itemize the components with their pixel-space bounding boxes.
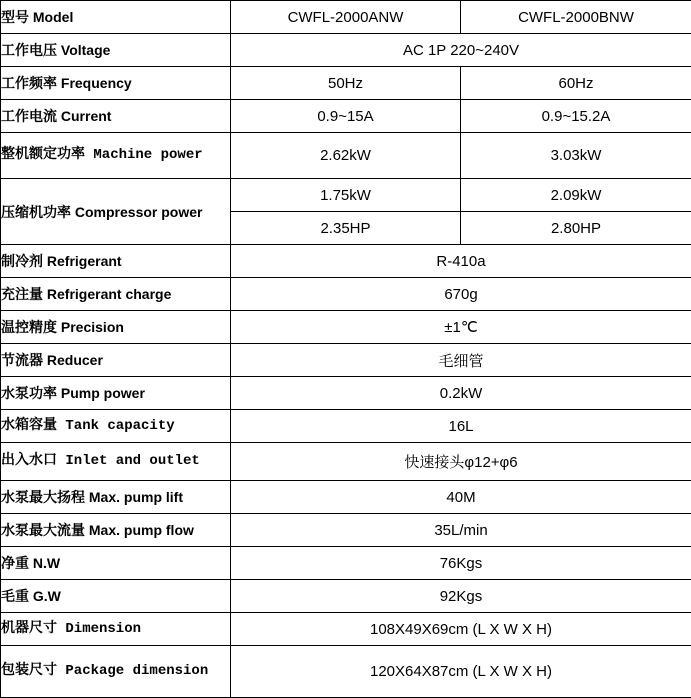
package-dimension-label: 包装尺寸 Package dimension — [1, 646, 231, 698]
refrigerant-value: R-410a — [231, 245, 691, 278]
row-inlet-outlet — [1, 443, 691, 481]
compressor-power-label: 压缩机功率 Compressor power — [1, 179, 231, 245]
row-voltage — [1, 34, 691, 67]
model-a: CWFL-2000ANW — [231, 1, 461, 34]
pump-power-value: 0.2kW — [231, 377, 691, 410]
reducer-label: 节流器 Reducer — [1, 344, 231, 377]
pump-flow-value: 35L/min — [231, 514, 691, 547]
machine-power-label: 整机额定功率 Machine power — [1, 133, 231, 179]
pump-flow-label: 水泵最大流量 Max. pump flow — [1, 514, 231, 547]
row-tank-capacity — [1, 410, 691, 443]
row-package-dimension — [1, 646, 691, 698]
frequency-b: 60Hz — [461, 67, 691, 100]
package-dimension-value: 120X64X87cm (L X W X H) — [231, 646, 691, 698]
dimension-label: 机器尺寸 Dimension — [1, 613, 231, 646]
machine-power-a: 2.62kW — [231, 133, 461, 179]
gw-label: 毛重 G.W — [1, 580, 231, 613]
row-reducer — [1, 344, 691, 377]
dimension-value: 108X49X69cm (L X W X H) — [231, 613, 691, 646]
current-b: 0.9~15.2A — [461, 100, 691, 133]
refrigerant-charge-label: 充注量 Refrigerant charge — [1, 278, 231, 311]
pump-lift-value: 40M — [231, 481, 691, 514]
row-dimension — [1, 613, 691, 646]
voltage-label: 工作电压 Voltage — [1, 34, 231, 67]
row-frequency — [1, 67, 691, 100]
reducer-value: 毛细管 — [231, 344, 691, 377]
compressor-power-b-kw: 2.09kW — [461, 179, 691, 212]
row-current — [1, 100, 691, 133]
frequency-a: 50Hz — [231, 67, 461, 100]
precision-value: ±1℃ — [231, 311, 691, 344]
refrigerant-label: 制冷剂 Refrigerant — [1, 245, 231, 278]
row-pump-power — [1, 377, 691, 410]
compressor-power-b-hp: 2.80HP — [461, 212, 691, 245]
nw-label: 净重 N.W — [1, 547, 231, 580]
inlet-outlet-value: 快速接头φ12+φ6 — [231, 443, 691, 481]
precision-label: 温控精度 Precision — [1, 311, 231, 344]
current-a: 0.9~15A — [231, 100, 461, 133]
row-precision — [1, 311, 691, 344]
inlet-outlet-label: 出入水口 Inlet and outlet — [1, 443, 231, 481]
voltage-value: AC 1P 220~240V — [231, 34, 691, 67]
row-compressor-power-kw — [1, 179, 691, 212]
row-pump-lift — [1, 481, 691, 514]
frequency-label: 工作频率 Frequency — [1, 67, 231, 100]
gw-value: 92Kgs — [231, 580, 691, 613]
row-refrigerant — [1, 245, 691, 278]
pump-lift-label: 水泵最大扬程 Max. pump lift — [1, 481, 231, 514]
pump-power-label: 水泵功率 Pump power — [1, 377, 231, 410]
tank-capacity-label: 水箱容量 Tank capacity — [1, 410, 231, 443]
compressor-power-a-kw: 1.75kW — [231, 179, 461, 212]
compressor-power-a-hp: 2.35HP — [231, 212, 461, 245]
row-machine-power — [1, 133, 691, 179]
model-b: CWFL-2000BNW — [461, 1, 691, 34]
row-model — [1, 1, 691, 34]
refrigerant-charge-value: 670g — [231, 278, 691, 311]
row-refrigerant-charge — [1, 278, 691, 311]
nw-value: 76Kgs — [231, 547, 691, 580]
row-nw — [1, 547, 691, 580]
tank-capacity-value: 16L — [231, 410, 691, 443]
machine-power-b: 3.03kW — [461, 133, 691, 179]
current-label: 工作电流 Current — [1, 100, 231, 133]
model-label: 型号 Model — [1, 1, 231, 34]
row-pump-flow — [1, 514, 691, 547]
row-gw — [1, 580, 691, 613]
